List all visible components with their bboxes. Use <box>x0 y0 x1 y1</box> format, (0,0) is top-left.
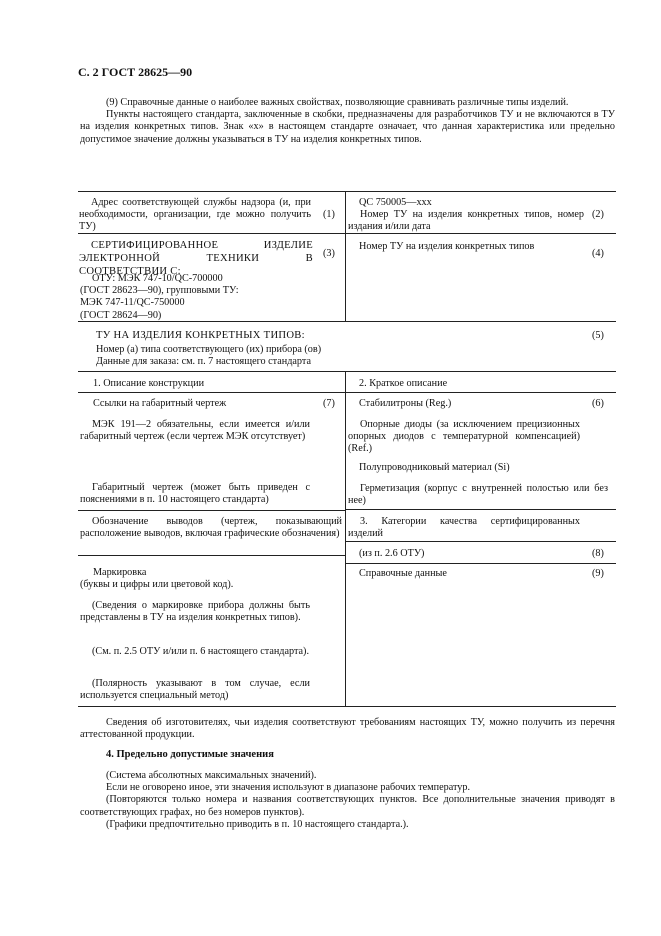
manufacturers-paragraph: Сведения об изготовителях, чьи изделия соответствуют требованиям настоящих ТУ, можно получить из перечня аттестованной продукции. <box>80 717 615 741</box>
voltage-regulator-line: Стабилитроны (Reg.) <box>359 398 452 409</box>
terminal-identification: Обозначение выводов (чертеж, показывающий расположение выводов, включая графические обозначения) <box>80 516 342 540</box>
spec-number-cell: Номер ТУ на изделия конкретных типов, номер издания и/или дата <box>348 209 584 233</box>
section-4-title: 4. Предельно допустимые значения <box>106 749 274 760</box>
item-number-2: (2) <box>592 209 604 220</box>
right-head-rule <box>346 392 616 393</box>
section-4-line-1: (Система абсолютных максимальных значений). <box>106 770 317 781</box>
section-4-line-3: (Повторяются только номера и названия соответствующих пунктов. Все дополнительные значения приводят в соответствующих графах, но без номеров пунктов). <box>80 794 615 818</box>
intro-paragraph-2: Пункты настоящего стандарта, заключенные в скобки, предназначены для разработчиков ТУ и не включаются в ТУ на изделия конкретных типов. Знак «х» в настоящем стандарте означает, что данная характеристика или предельно допустимое значение должны указываться в ТУ на изделия конкретных типов. <box>80 109 615 145</box>
qc-number: QC 750005—xxx <box>359 197 432 208</box>
polarity-note: (Полярность указывают в том случае, если используется специальный метод) <box>80 678 310 702</box>
column-divider-bottom <box>345 372 346 706</box>
column-divider-top <box>345 191 346 321</box>
intro-text <box>80 97 615 146</box>
marking-info: (Сведения о маркировке прибора должны быть представлены в ТУ на изделия конкретных типов). <box>80 600 310 624</box>
ordering-data-line: Данные для заказа: см. п. 7 настоящего стандарта <box>96 356 311 367</box>
reference-diodes-line: Опорные диоды (за исключением прецизионных опорных диодов с температурной компенсацией) (Ref.) <box>348 419 580 455</box>
generic-spec-list <box>80 273 310 322</box>
right-rule-cat <box>346 541 616 542</box>
iec-191-note: МЭК 191—2 обязательны, если имеется и/или габаритный чертеж (если чертеж МЭК отсутствует) <box>80 419 310 443</box>
table-top-rule <box>78 191 616 192</box>
marking-subtitle: (буквы и цифры или цветовой код). <box>80 579 234 590</box>
row3-divider <box>78 371 616 372</box>
item-number-4: (4) <box>592 248 604 259</box>
left-rule-gab <box>78 510 345 511</box>
outline-drawing-ref: Ссылки на габаритный чертеж <box>93 398 227 409</box>
spec-line-3: МЭК 747-11/QC-750000 <box>80 297 185 309</box>
item-number-9: (9) <box>592 568 604 579</box>
right-rule-herm <box>346 509 616 510</box>
item-number-5: (5) <box>592 330 604 341</box>
section-4-body <box>80 770 615 831</box>
item-number-7: (7) <box>323 398 335 409</box>
page-header: С. 2 ГОСТ 28625—90 <box>78 65 193 79</box>
detail-spec-title: ТУ НА ИЗДЕЛИЯ КОНКРЕТНЫХ ТИПОВ: <box>96 330 305 341</box>
item-number-1: (1) <box>323 209 335 220</box>
section-4-line-2: Если не оговорено иное, эти значения используют в диапазоне рабочих температур. <box>106 782 471 794</box>
item-number-3: (3) <box>323 248 335 259</box>
construction-heading: 1. Описание конструкции <box>93 378 205 389</box>
item-number-6: (6) <box>592 398 604 409</box>
spec-line-4: (ГОСТ 28624—90) <box>80 309 162 321</box>
manufacturers-note <box>80 717 615 741</box>
section-4-line-4: (Графики предпочтительно приводить в п. 10 настоящего стандарта.). <box>106 818 409 830</box>
spec-line-2: (ГОСТ 28623—90), групповыми ТУ: <box>80 285 239 297</box>
supervision-address-cell: Адрес соответствующей службы надзора (и, при необходимости, организации, где можно получить ТУ) <box>79 197 311 233</box>
marking-see-also: (См. п. 2.5 ОТУ и/или п. 6 настоящего стандарта). <box>92 646 310 657</box>
detail-spec-number: Номер ТУ на изделия конкретных типов <box>359 241 535 252</box>
right-rule-ot <box>346 563 616 564</box>
semiconductor-material: Полупроводниковый материал (Si) <box>359 462 510 473</box>
reference-data-line: Справочные данные <box>359 568 447 579</box>
left-rule-pins <box>78 555 345 556</box>
spec-line-1: ОТУ: МЭК 747-10/QC-700000 <box>92 273 223 284</box>
encapsulation-line: Герметизация (корпус с внутренней полостью или без нее) <box>348 483 608 507</box>
brief-description-heading: 2. Краткое описание <box>359 378 448 389</box>
quality-categories-heading: 3. Категории качества сертифицированных изделий <box>348 516 580 540</box>
item-number-8: (8) <box>592 548 604 559</box>
generic-spec-reference: (из п. 2.6 ОТУ) <box>359 548 425 559</box>
intro-paragraph-1: (9) Справочные данные о наиболее важных свойствах, позволяющие сравнивать различные типы изделий. <box>106 97 569 108</box>
outline-drawing-note: Габаритный чертеж (может быть приведен с пояснениями в п. 10 настоящего стандарта) <box>80 482 310 506</box>
table-bottom-rule <box>78 706 616 707</box>
marking-title: Маркировка <box>93 567 147 578</box>
certified-product-title: СЕРТИФИЦИРОВАННОЕ ИЗДЕЛИЕ ЭЛЕКТРОННОЙ ТЕХНИКИ В СООТВЕТСТВИИ С: <box>79 240 313 277</box>
left-head-rule <box>78 392 345 393</box>
device-type-line: Номер (а) типа соответствующего (их) прибора (ов) <box>96 344 322 355</box>
